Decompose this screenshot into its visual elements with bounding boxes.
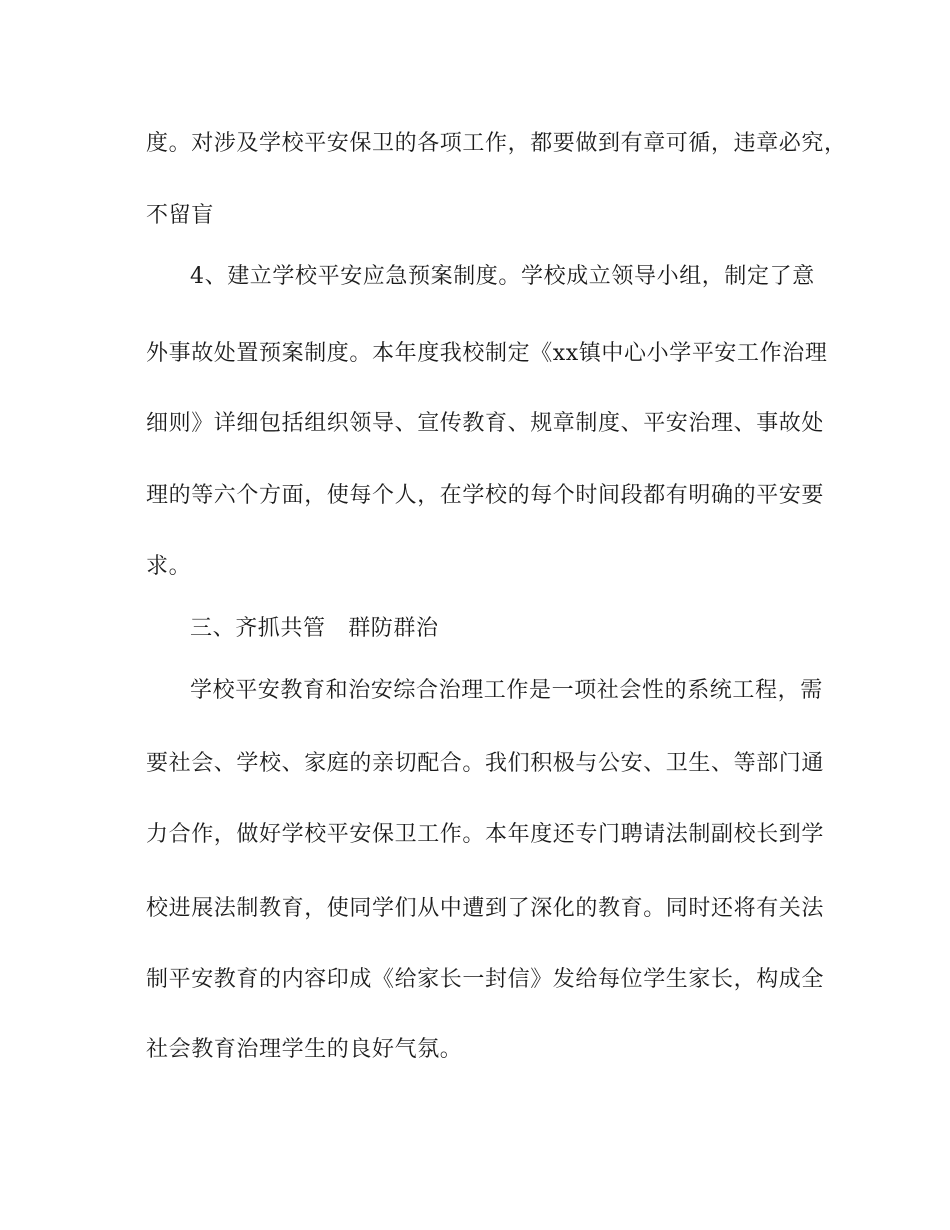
text-line: 不留盲 (146, 203, 214, 228)
text-line: 制平安教育的内容印成《给家长一封信》发给每位学生家长，构成全 (146, 967, 825, 992)
text-line: 社会教育治理学生的良好气氛。 (146, 1037, 463, 1062)
text-line: 度。对涉及学校平安保卫的各项工作，都要做到有章可循，违章必究， (146, 131, 847, 156)
text-line: 求。 (146, 554, 192, 579)
text-line: 外事故处置预案制度。本年度我校制定《xx镇中心小学平安工作治理 (146, 341, 828, 366)
text-line: 力合作，做好学校平安保卫工作。本年度还专门聘请法制副校长到学 (146, 822, 825, 847)
text-line: 要社会、学校、家庭的亲切配合。我们积极与公安、卫生、等部门通 (146, 751, 825, 776)
section-heading: 三、齐抓共管 群防群治 (190, 616, 439, 641)
text-line: 校进展法制教育，使同学们从中遭到了深化的教育。同时还将有关法 (146, 896, 825, 921)
text-line: 理的等六个方面，使每个人，在学校的每个时间段都有明确的平安要 (146, 483, 825, 508)
text-line: 细则》详细包括组织领导、宣传教育、规章制度、平安治理、事故处 (146, 411, 825, 436)
paragraph-start-line: 学校平安教育和治安综合治理工作是一项社会性的系统工程，需 (190, 678, 823, 703)
paragraph-start-line: 4、建立学校平安应急预案制度。学校成立领导小组，制定了意 (190, 264, 815, 289)
